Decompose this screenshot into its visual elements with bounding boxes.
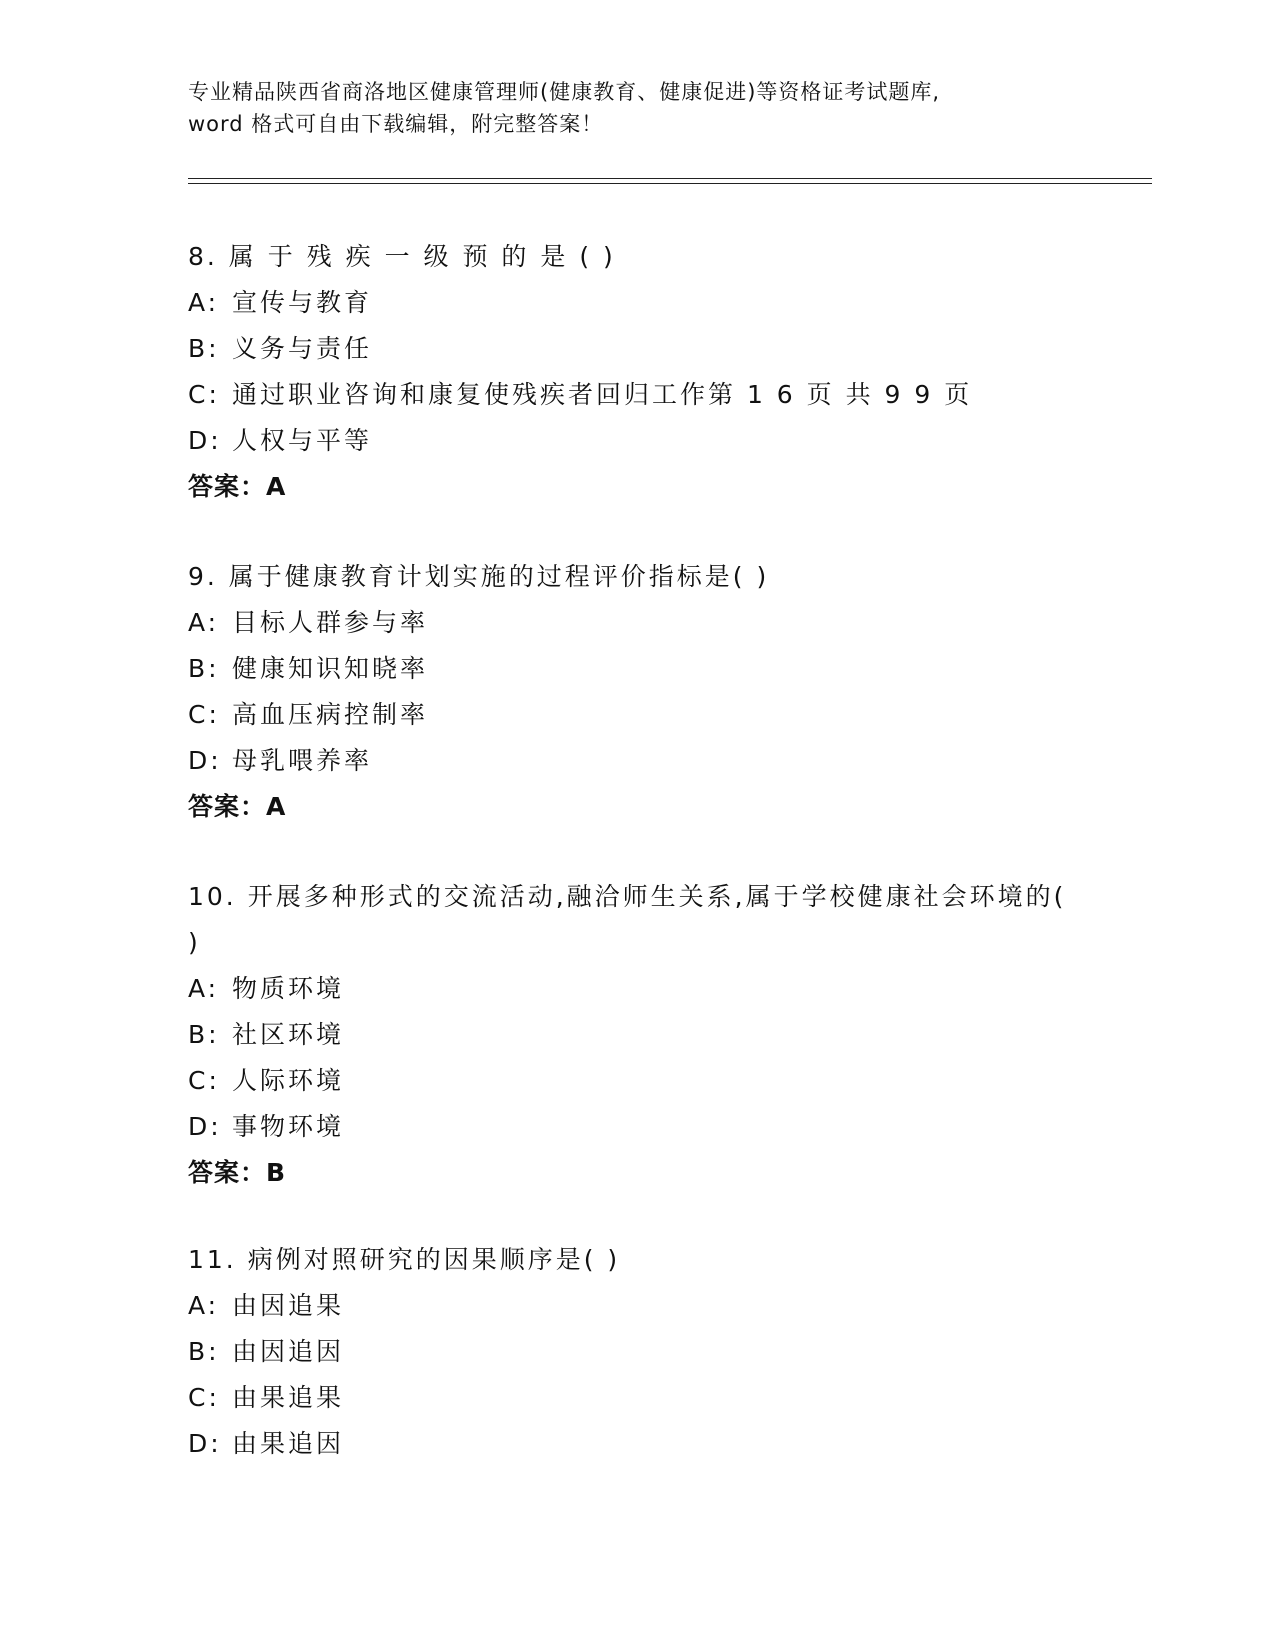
question-9 xyxy=(188,554,1068,830)
answer-label: 答案：A xyxy=(188,792,287,821)
option-key: A: xyxy=(188,974,220,1003)
option-key: A: xyxy=(188,1291,220,1320)
option-a xyxy=(188,1283,1068,1329)
option-text: 人权与平等 xyxy=(232,426,373,455)
option-a xyxy=(188,280,1068,326)
question-stem: 8. 属 于 残 疾 一 级 预 的 是 ( ) xyxy=(188,242,616,271)
option-c xyxy=(188,1375,1068,1421)
option-text: 由果追果 xyxy=(232,1383,345,1412)
option-text: 由因追果 xyxy=(232,1291,345,1320)
option-text: 义务与责任 xyxy=(232,334,373,363)
option-text: 人际环境 xyxy=(232,1066,345,1095)
header-divider-top xyxy=(188,178,1152,179)
option-key: C: xyxy=(188,1066,220,1095)
option-key: B: xyxy=(188,334,220,363)
option-b xyxy=(188,326,1068,372)
option-c xyxy=(188,692,1068,738)
question-stem: 11. 病例对照研究的因果顺序是( ) xyxy=(188,1245,621,1274)
option-key: B: xyxy=(188,1337,220,1366)
option-a xyxy=(188,966,1068,1012)
option-c xyxy=(188,1058,1068,1104)
option-key: A: xyxy=(188,288,220,317)
option-d xyxy=(188,738,1068,784)
answer-label: 答案：A xyxy=(188,472,287,501)
option-text: 由因追因 xyxy=(232,1337,345,1366)
option-text: 宣传与教育 xyxy=(232,288,373,317)
option-text: 由果追因 xyxy=(232,1429,345,1458)
option-text: 母乳喂养率 xyxy=(232,746,373,775)
option-key: A: xyxy=(188,608,220,637)
option-text: 物质环境 xyxy=(232,974,345,1003)
answer-label: 答案：B xyxy=(188,1158,287,1187)
option-text: 高血压病控制率 xyxy=(232,700,429,729)
option-key: D: xyxy=(188,426,222,455)
option-text: 通过职业咨询和康复使残疾者回归工作第 1 6 页 共 9 9 页 xyxy=(232,380,973,409)
question-stem: 9. 属于健康教育计划实施的过程评价指标是( ) xyxy=(188,562,770,591)
option-key: D: xyxy=(188,1112,222,1141)
option-key: C: xyxy=(188,1383,220,1412)
header-line-2: word 格式可自由下载编辑，附完整答案！ xyxy=(188,112,604,136)
option-c xyxy=(188,372,1068,418)
option-b xyxy=(188,1329,1068,1375)
option-key: D: xyxy=(188,1429,222,1458)
option-d xyxy=(188,418,1068,464)
header-line-1: 专业精品陕西省商洛地区健康管理师(健康教育、健康促进)等资格证考试题库, xyxy=(188,80,941,104)
option-key: D: xyxy=(188,746,222,775)
question-stem: 10. 开展多种形式的交流活动,融洽师生关系,属于学校健康社会环境的( ) xyxy=(188,882,1067,957)
question-11 xyxy=(188,1237,1068,1467)
option-b xyxy=(188,646,1068,692)
option-text: 目标人群参与率 xyxy=(232,608,429,637)
option-key: B: xyxy=(188,1020,220,1049)
option-text: 健康知识知晓率 xyxy=(232,654,429,683)
option-b xyxy=(188,1012,1068,1058)
question-8 xyxy=(188,234,1068,510)
option-d xyxy=(188,1421,1068,1467)
option-d xyxy=(188,1104,1068,1150)
option-a xyxy=(188,600,1068,646)
option-text: 社区环境 xyxy=(232,1020,345,1049)
document-header xyxy=(188,76,1068,140)
option-key: C: xyxy=(188,380,220,409)
question-10 xyxy=(188,874,1068,1196)
option-text: 事物环境 xyxy=(232,1112,345,1141)
option-key: B: xyxy=(188,654,220,683)
header-divider-bottom xyxy=(188,183,1152,184)
option-key: C: xyxy=(188,700,220,729)
